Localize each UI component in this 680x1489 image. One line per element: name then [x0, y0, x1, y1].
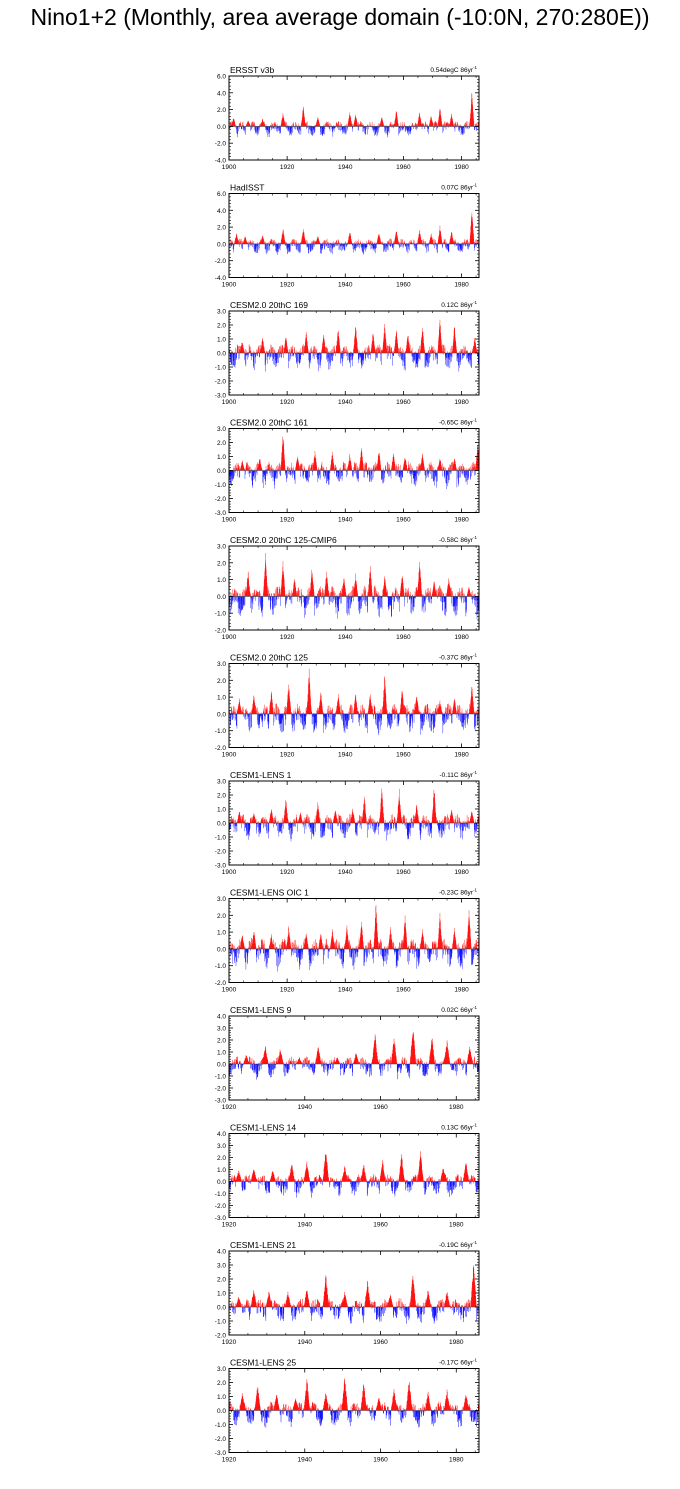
- panel-label: CESM2.0 20thC 169: [230, 300, 308, 310]
- panel-label: HadISST: [230, 182, 265, 193]
- y-tick-label: 2.0: [216, 440, 226, 447]
- y-tick-label: -2.0: [214, 378, 226, 386]
- x-tick-label: 1900: [221, 516, 237, 524]
- panel-trend: -0.65C $86yr^{-1}$: [439, 417, 477, 427]
- y-tick-label: 4.0: [216, 207, 226, 215]
- x-tick-label: 1920: [279, 399, 295, 406]
- x-tick-label: 1980: [454, 399, 469, 406]
- y-tick-label: -3.0: [214, 392, 226, 400]
- x-tick-label: 1980: [454, 281, 469, 289]
- x-tick-label: 1940: [338, 399, 353, 406]
- y-tick-label: 1.0: [216, 454, 226, 461]
- plot-frame: [229, 194, 479, 278]
- y-tick-label: 2.0: [216, 322, 226, 330]
- y-tick-label: -3.0: [214, 510, 226, 517]
- panel-label: CESM2.0 20thC 161: [230, 417, 308, 428]
- y-tick-label: -1.0: [214, 482, 226, 489]
- y-tick-label: 2.0: [216, 107, 226, 115]
- panel-label: ERSST v3b: [230, 65, 275, 75]
- y-tick-label: 1.0: [216, 336, 226, 344]
- x-tick-label: 1920: [279, 164, 295, 171]
- x-tick-label: 1960: [396, 281, 411, 289]
- y-tick-label: -4.0: [214, 157, 226, 165]
- panel-trend: 0.07C $86yr^{-1}$: [441, 182, 477, 192]
- x-tick-label: 1980: [454, 516, 469, 524]
- y-tick-label: 4.0: [216, 90, 226, 98]
- y-tick-label: 2.0: [216, 224, 226, 232]
- x-tick-label: 1960: [396, 399, 411, 406]
- x-tick-label: 1940: [338, 164, 353, 171]
- y-tick-label: 0.0: [216, 241, 226, 249]
- y-tick-label: -1.0: [214, 364, 226, 372]
- y-tick-label: 6.0: [216, 73, 226, 81]
- y-tick-label: -2.0: [214, 140, 226, 148]
- y-tick-label: 0.0: [216, 123, 226, 131]
- x-tick-label: 1900: [221, 399, 237, 406]
- x-tick-label: 1960: [396, 164, 411, 171]
- plot-frame: [229, 76, 479, 160]
- y-tick-label: 3.0: [216, 308, 226, 316]
- x-tick-label: 1920: [279, 516, 295, 524]
- x-tick-label: 1900: [221, 281, 237, 289]
- page-title: Nino1+2 (Monthly, area average domain (-10:0N, 270:280E)): [30, 4, 650, 30]
- x-tick-label: 1940: [338, 281, 353, 289]
- y-tick-label: -4.0: [214, 275, 226, 282]
- y-tick-label: 0.0: [216, 468, 226, 475]
- panel-trend: 0.12C $86yr^{-1}$: [441, 300, 477, 309]
- x-tick-label: 1940: [338, 516, 353, 524]
- x-tick-label: 1920: [279, 281, 295, 289]
- y-tick-label: 3.0: [216, 426, 226, 433]
- y-tick-label: 6.0: [216, 191, 226, 198]
- x-tick-label: 1960: [396, 516, 411, 524]
- x-tick-label: 1980: [454, 164, 469, 171]
- y-tick-label: -2.0: [214, 258, 226, 266]
- panel-trend: 0.54degC $86yr^{-1}$: [430, 65, 477, 74]
- x-tick-label: 1900: [221, 164, 237, 171]
- y-tick-label: 0.0: [216, 350, 226, 358]
- y-tick-label: -2.0: [214, 496, 226, 503]
